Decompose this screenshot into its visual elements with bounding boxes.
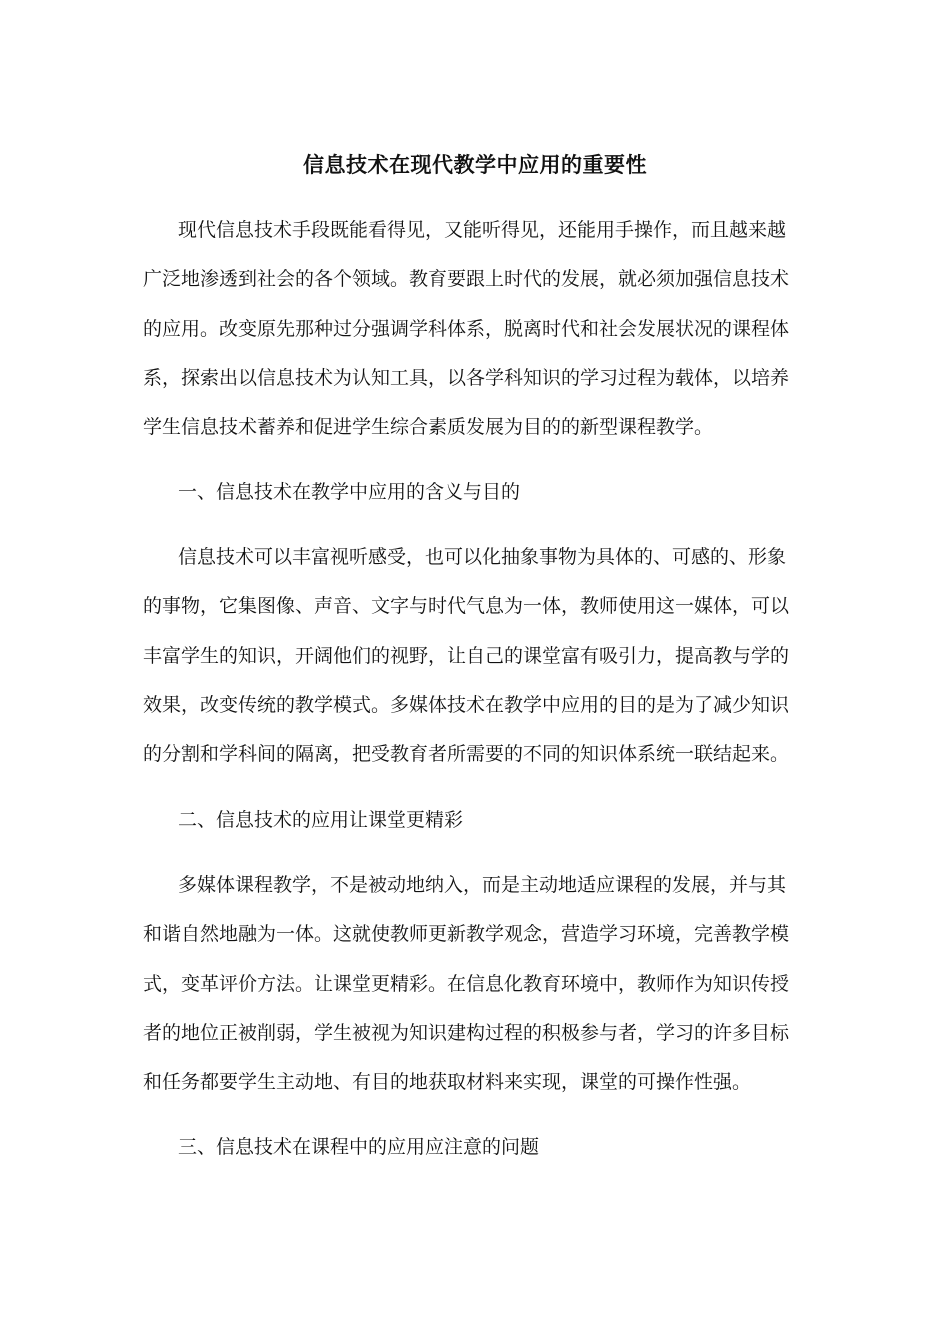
paragraph-1-line-1: 现代信息技术手段既能看得见，又能听得见，还能用手操作，而且越来越 bbox=[178, 219, 787, 241]
section-heading-2: 二、信息技术的应用让课堂更精彩 bbox=[178, 809, 464, 831]
paragraph-1-line-4: 系，探索出以信息技术为认知工具，以各学科知识的学习过程为载体，以培养 bbox=[143, 367, 790, 389]
paragraph-3-line-3: 式，变革评价方法。让课堂更精彩。在信息化教育环境中，教师作为知识传授 bbox=[143, 973, 790, 995]
paragraph-3-line-5: 和任务都要学生主动地、有目的地获取材料来实现，课堂的可操作性强。 bbox=[143, 1071, 752, 1093]
paragraph-1-line-5: 学生信息技术蓄养和促进学生综合素质发展为目的的新型课程教学。 bbox=[143, 416, 714, 438]
paragraph-2-line-4: 效果，改变传统的教学模式。多媒体技术在教学中应用的目的是为了减少知识 bbox=[143, 694, 790, 716]
paragraph-1-line-2: 广泛地渗透到社会的各个领域。教育要跟上时代的发展，就必须加强信息技术 bbox=[143, 268, 790, 290]
section-heading-1: 一、信息技术在教学中应用的含义与目的 bbox=[178, 481, 521, 503]
paragraph-1-line-3: 的应用。改变原先那种过分强调学科体系，脱离时代和社会发展状况的课程体 bbox=[143, 318, 790, 340]
paragraph-3-line-2: 和谐自然地融为一体。这就使教师更新教学观念，营造学习环境，完善教学模 bbox=[143, 923, 790, 945]
paragraph-2-line-2: 的事物，它集图像、声音、文字与时代气息为一体，教师使用这一媒体，可以 bbox=[143, 595, 790, 617]
section-heading-3: 三、信息技术在课程中的应用应注意的问题 bbox=[178, 1136, 540, 1158]
paragraph-3-line-4: 者的地位正被削弱，学生被视为知识建构过程的积极参与者，学习的许多目标 bbox=[143, 1022, 790, 1044]
document-title: 信息技术在现代教学中应用的重要性 bbox=[303, 153, 647, 177]
paragraph-2-line-3: 丰富学生的知识，开阔他们的视野，让自己的课堂富有吸引力，提高教与学的 bbox=[143, 645, 790, 667]
paragraph-2-line-1: 信息技术可以丰富视听感受，也可以化抽象事物为具体的、可感的、形象 bbox=[178, 546, 787, 568]
paragraph-3-line-1: 多媒体课程教学，不是被动地纳入，而是主动地适应课程的发展，并与其 bbox=[178, 874, 787, 896]
paragraph-2-line-5: 的分割和学科间的隔离，把受教育者所需要的不同的知识体系统一联结起来。 bbox=[143, 743, 790, 765]
